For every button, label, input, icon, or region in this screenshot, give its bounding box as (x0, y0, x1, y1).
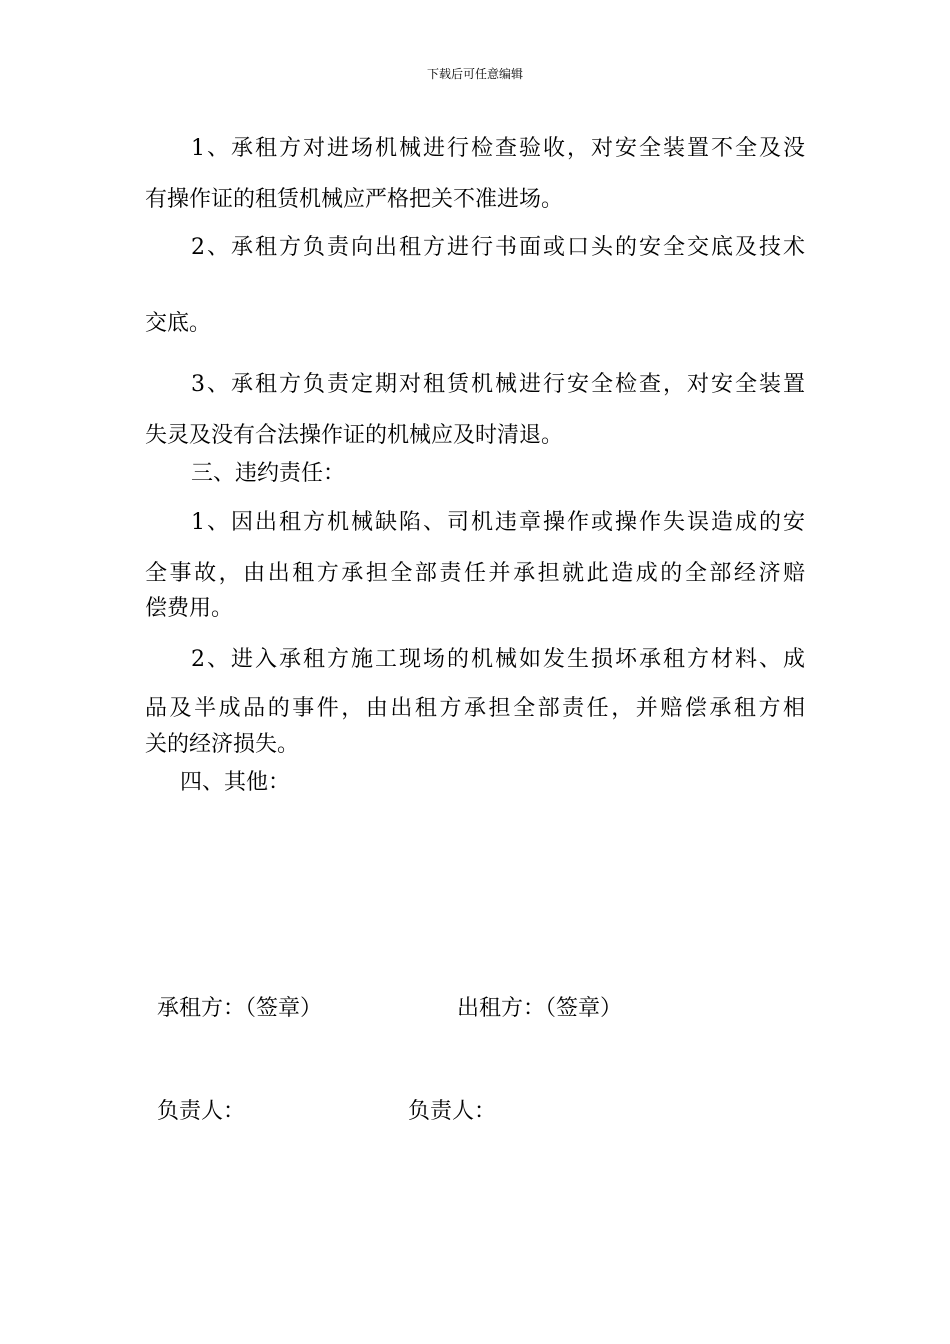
lessor-signature-label: 出租方：（签章） (457, 996, 623, 1021)
clause-2-3-line-2: 失灵及没有合法操作证的机械应及时清退。 (145, 423, 564, 448)
clause-3-1-line-3: 偿费用。 (145, 596, 234, 621)
section-4-heading: 四、其他： (180, 770, 291, 795)
clause-2-3-line-1: 3、承租方负责定期对租赁机械进行安全检查，对安全装置 (191, 372, 805, 397)
clause-2-2-line-1: 2、承租方负责向出租方进行书面或口头的安全交底及技术 (191, 235, 805, 260)
lessor-person-label: 负责人： (408, 1099, 497, 1124)
section-3-heading: 三、违约责任： (191, 461, 346, 486)
lessee-signature-label: 承租方：（签章） (157, 996, 323, 1021)
clause-3-1-line-1: 1、因出租方机械缺陷、司机违章操作或操作失误造成的安 (191, 510, 805, 535)
clause-3-1-line-2: 全事故，由出租方承担全部责任并承担就此造成的全部经济赔 (145, 561, 805, 586)
page-header-note: 下载后可任意编辑 (426, 67, 523, 81)
clause-2-2-line-2: 交底。 (145, 311, 212, 336)
clause-3-2-line-3: 关的经济损失。 (145, 732, 300, 757)
clause-2-1-line-1: 1、承租方对进场机械进行检查验收，对安全装置不全及没 (191, 136, 805, 161)
clause-3-2-line-1: 2、进入承租方施工现场的机械如发生损坏承租方材料、成 (191, 647, 805, 672)
clause-2-1-line-2: 有操作证的租赁机械应严格把关不准进场。 (145, 187, 564, 212)
lessee-person-label: 负责人： (157, 1099, 246, 1124)
clause-3-2-line-2: 品及半成品的事件，由出租方承担全部责任，并赔偿承租方相 (145, 696, 805, 721)
